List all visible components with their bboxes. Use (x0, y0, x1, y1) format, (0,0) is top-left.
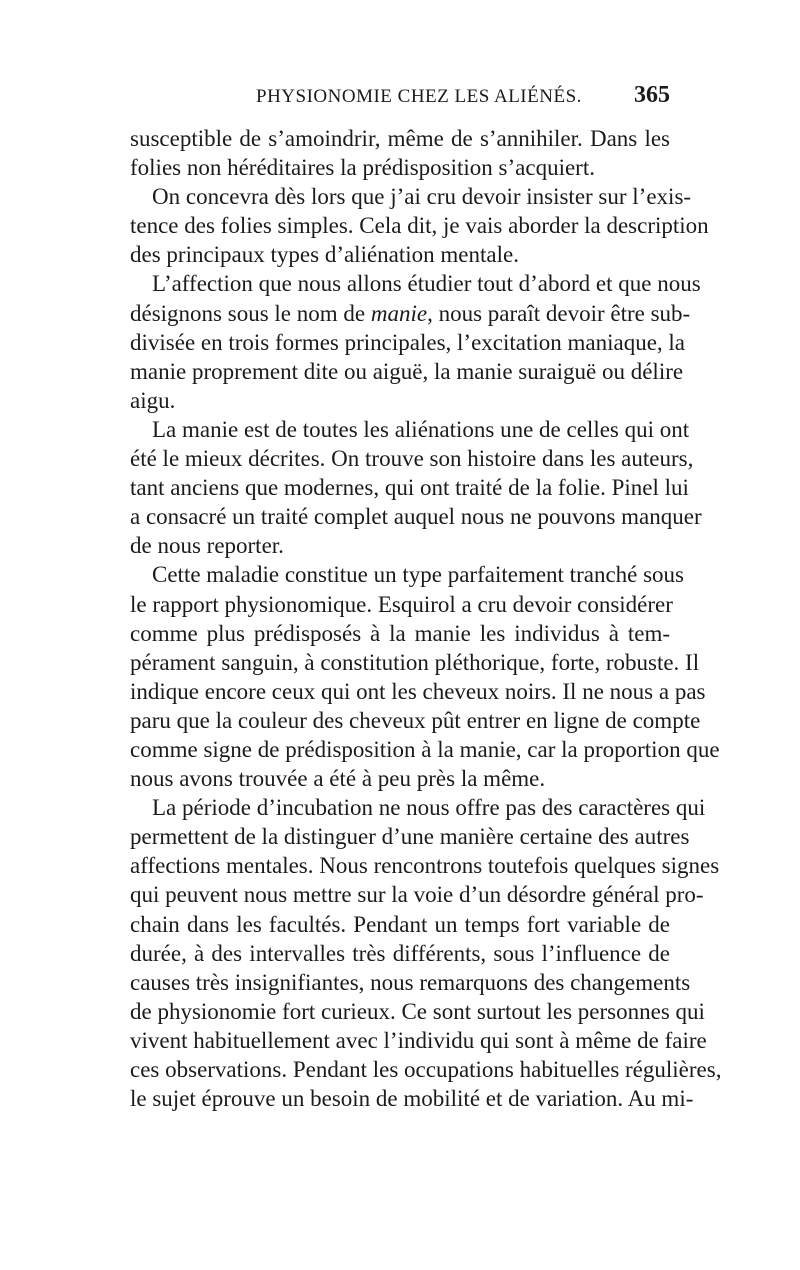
text-line: paru que la couleur des cheveux pût entrer en ligne de compte (130, 707, 701, 733)
text-line: folies non héréditaires la prédisposition s’acquiert. (130, 155, 595, 181)
text-line: de physionomie fort curieux. Ce sont surtout les personnes qui (130, 998, 705, 1024)
text-line: permettent de la distinguer d’une manière certaine des autres (130, 824, 690, 850)
text-line: affections mentales. Nous rencontrons toutefois quelques signes (130, 853, 720, 879)
text-line: causes très insignifiantes, nous remarquons des changements (130, 969, 691, 995)
text-fragment: , nous paraît devoir être sub- (427, 300, 691, 326)
body-text (130, 124, 722, 1113)
italic-word: manie (370, 300, 428, 326)
text-line: divisée en trois formes principales, l’excitation maniaque, la (130, 329, 686, 355)
text-fragment: désignons sous le nom de (130, 300, 371, 326)
text-line: été le mieux décrites. On trouve son histoire dans les auteurs, (130, 446, 694, 472)
text-line: L’affection que nous allons étudier tout d’abord et que nous (152, 271, 701, 297)
text-line: chain dans les facultés. Pendant un temps fort variable de (130, 911, 670, 937)
page-header (130, 82, 670, 116)
text-line: vivent habituellement avec l’individu qui sont à même de faire (130, 1027, 707, 1053)
text-line: comme plus prédisposés à la manie les individus à tem- (130, 620, 670, 646)
text-line: susceptible de s’amoindrir, même de s’annihiler. Dans les (130, 126, 670, 151)
running-title: PHYSIONOMIE CHEZ LES ALIÉNÉS. (256, 86, 582, 107)
text-line: tence des folies simples. Cela dit, je vais aborder la description (130, 213, 709, 239)
text-line: indique encore ceux qui ont les cheveux noirs. Il ne nous a pas (130, 678, 706, 704)
text-line: La manie est de toutes les aliénations une de celles qui ont (152, 416, 690, 442)
text-line: de nous reporter. (130, 533, 284, 559)
text-line: qui peuvent nous mettre sur la voie d’un désordre général pro- (130, 882, 704, 908)
text-line: tant anciens que modernes, qui ont traité de la folie. Pinel lui (130, 475, 689, 501)
text-line: durée, à des intervalles très différents, sous l’influence de (130, 940, 670, 966)
text-line-with-italic (130, 299, 691, 328)
text-line: Cette maladie constitue un type parfaitement tranché sous (152, 562, 685, 588)
text-line: des principaux types d’aliénation mentale. (130, 242, 519, 268)
text-line: a consacré un traité complet auquel nous ne pouvons manquer (130, 504, 702, 530)
text-line: nous avons trouvée a été à peu près la même. (130, 766, 546, 792)
page-number: 365 (634, 82, 670, 108)
text-line: le sujet éprouve un besoin de mobilité et de variation. Au mi- (130, 1086, 694, 1112)
text-line: On concevra dès lors que j’ai cru devoir insister sur l’exis- (152, 184, 692, 210)
text-line: le rapport physionomique. Esquirol a cru devoir considérer (130, 591, 673, 617)
text-line: manie proprement dite ou aiguë, la manie suraiguë ou délire (130, 358, 684, 384)
text-line: pérament sanguin, à constitution pléthorique, forte, robuste. Il (130, 649, 700, 675)
text-line: aigu. (130, 387, 176, 413)
text-line: comme signe de prédisposition à la manie, car la proportion que (130, 736, 720, 762)
text-line: La période d’incubation ne nous offre pas des caractères qui (152, 795, 706, 821)
text-line: ces observations. Pendant les occupations habituelles régulières, (130, 1057, 722, 1082)
